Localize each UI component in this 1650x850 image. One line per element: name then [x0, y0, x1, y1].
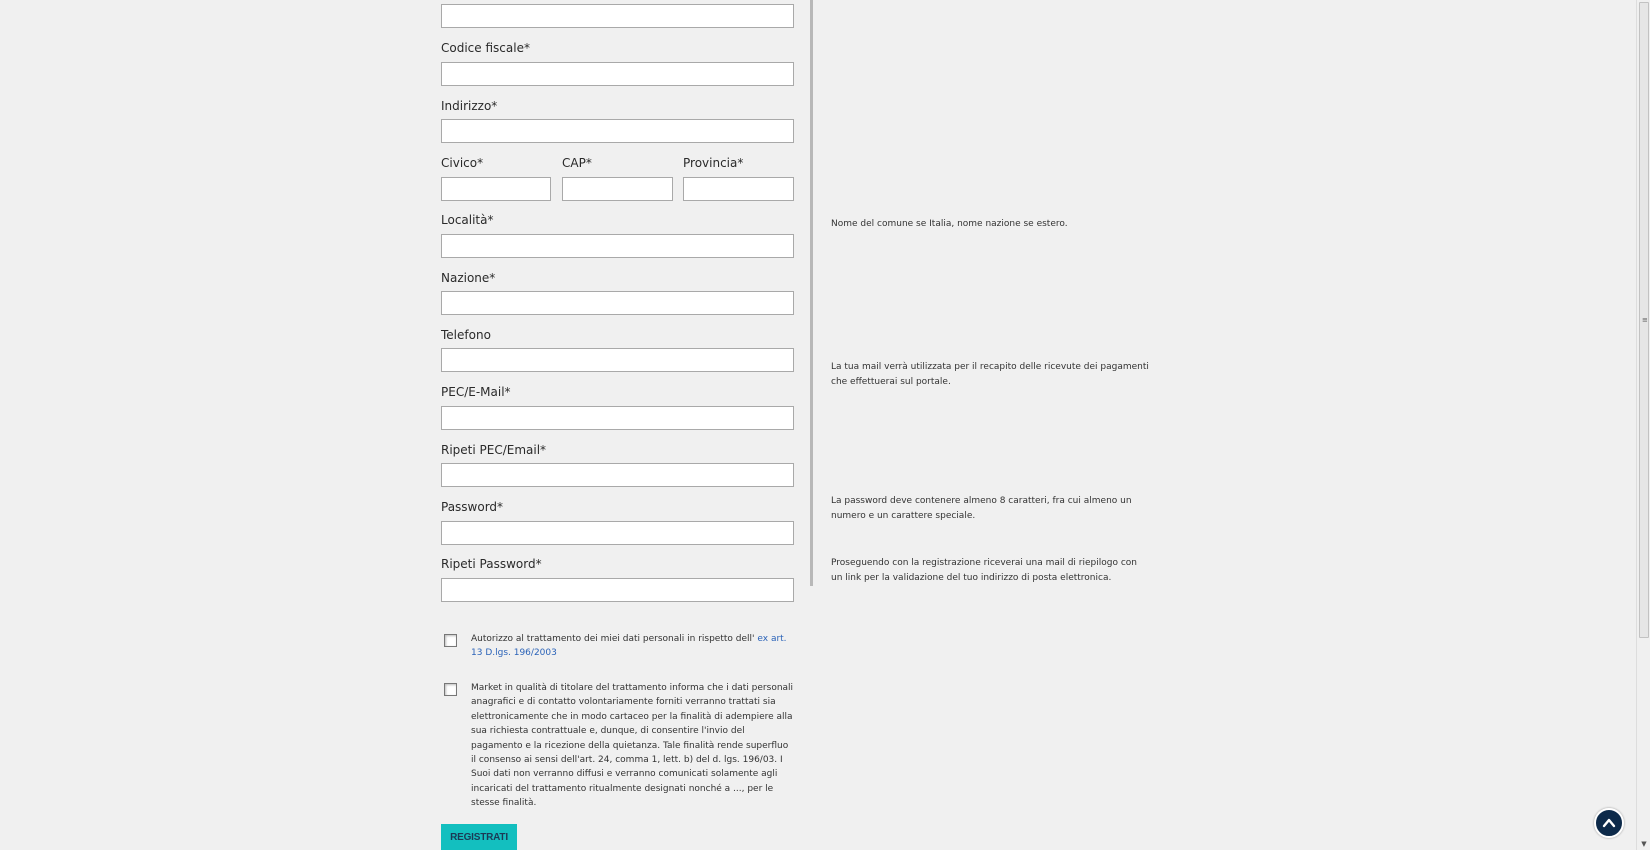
arrow-down-icon[interactable]: ▼ [1641, 840, 1647, 848]
localita-input[interactable] [441, 234, 794, 258]
password-label: Password* [441, 500, 504, 514]
password-help-text: La password deve contenere almeno 8 caratteri, fra cui almeno un numero e un carattere speciale. [831, 496, 1132, 521]
ripeti-password-label: Ripeti Password* [441, 557, 542, 571]
nazione-label: Nazione* [441, 271, 496, 285]
email-help-text: La tua mail verrà utilizzata per il recapito delle ricevute dei pagamenti che effettuerai sul portale. [831, 362, 1149, 387]
nazione-input[interactable] [441, 291, 794, 315]
indirizzo-input[interactable] [441, 119, 794, 143]
cap-label: CAP* [562, 156, 592, 170]
previous-field-input[interactable] [441, 4, 794, 28]
ripeti-pec-input[interactable] [441, 463, 794, 487]
privacy-law-link[interactable]: ex art. 13 D.lgs. 196/2003 [471, 634, 787, 659]
localita-label: Località* [441, 213, 494, 227]
privacy-consent-text [471, 632, 796, 661]
ripeti-pec-label: Ripeti PEC/Email* [441, 443, 547, 457]
grip-icon: ≡ [1642, 316, 1648, 324]
column-divider [810, 0, 813, 586]
codice-fiscale-label: Codice fiscale* [441, 41, 530, 55]
provincia-label: Provincia* [683, 156, 744, 170]
pec-email-label: PEC/E-Mail* [441, 385, 511, 399]
telefono-label: Telefono [441, 328, 491, 342]
vertical-scrollbar[interactable] [1636, 0, 1650, 850]
market-consent-text: Market in qualità di titolare del trattamento informa che i dati personali anagrafici e di contatto volontariamente forniti verranno trattati sia elettronicamente che in modo cartaceo per la finalità di adempiere alla sua richiesta contrattuale e, dunque, di consentire l'invio del pagamento e la ricezione della quietanza. Tale finalità rende superfluo il consenso ai sensi dell'art. 24, comma 1, lett. b) del d. lgs. 196/03. I Suoi dati non verranno diffusi e verranno comunicati solamente agli incaricati del trattamento ritualmente designati nonché a ..., per le stesse finalità. [471, 683, 794, 809]
pec-email-input[interactable] [441, 406, 794, 430]
telefono-input[interactable] [441, 348, 794, 372]
localita-help-text: Nome del comune se Italia, nome nazione se estero. [831, 219, 1068, 229]
indirizzo-label: Indirizzo* [441, 99, 498, 113]
ripeti-password-input[interactable] [441, 578, 794, 602]
cap-input[interactable] [562, 177, 673, 201]
scrollbar-thumb[interactable] [1639, 2, 1649, 638]
register-button[interactable]: REGISTRATI [441, 824, 517, 850]
civico-input[interactable] [441, 177, 551, 201]
market-consent-checkbox[interactable] [444, 683, 457, 696]
chevron-up-icon [1602, 816, 1616, 830]
privacy-checkbox[interactable] [444, 634, 457, 647]
provincia-input[interactable] [683, 177, 794, 201]
privacy-consent-label: Autorizzo al trattamento dei miei dati personali in rispetto dell' [471, 634, 755, 644]
codice-fiscale-input[interactable] [441, 62, 794, 86]
scroll-to-top-button[interactable] [1594, 808, 1624, 838]
password-input[interactable] [441, 521, 794, 545]
registration-help-text: Proseguendo con la registrazione riceverai una mail di riepilogo con un link per la validazione del tuo indirizzo di posta elettronica. [831, 558, 1137, 583]
civico-label: Civico* [441, 156, 484, 170]
